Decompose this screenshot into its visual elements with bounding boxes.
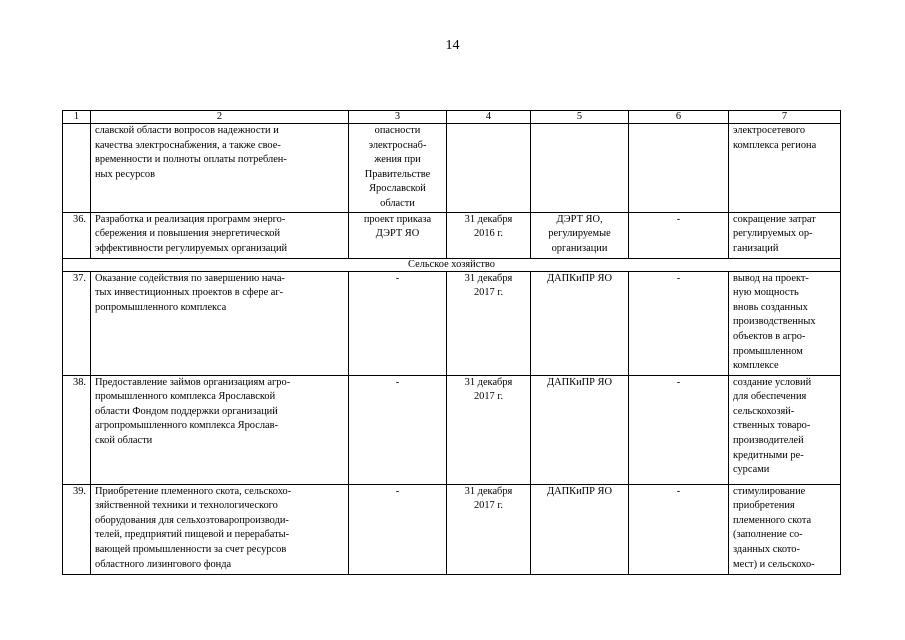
cell-num: 38. — [63, 375, 91, 484]
col-header-6: 6 — [629, 111, 729, 124]
cell-result: сокращение затрат регулируемых ор- ганизаций — [729, 212, 841, 258]
cell-source: - — [629, 271, 729, 375]
col-header-7: 7 — [729, 111, 841, 124]
cell-description: славской области вопросов надежности и качества электроснабжения, а также свое- временности и полноты оплаты потреблен- ных ресурсов — [91, 124, 349, 213]
cell-document: - — [349, 271, 447, 375]
table-row-38 — [63, 375, 841, 484]
table-row-39 — [63, 484, 841, 574]
col-header-3: 3 — [349, 111, 447, 124]
cell-document: проект приказа ДЭРТ ЯО — [349, 212, 447, 258]
table-row-36 — [63, 212, 841, 258]
cell-executor: ДАПКиПР ЯО — [531, 375, 629, 484]
page-number: 14 — [445, 38, 460, 53]
col-header-5: 5 — [531, 111, 629, 124]
cell-deadline: 31 декабря 2017 г. — [447, 484, 531, 574]
cell-source: - — [629, 212, 729, 258]
table-row-37 — [63, 271, 841, 375]
cell-source: - — [629, 484, 729, 574]
col-header-2: 2 — [91, 111, 349, 124]
cell-result: стимулирование приобретения племенного скота (заполнение со- зданных ското- мест) и сельскохо- — [729, 484, 841, 574]
cell-result: вывод на проект- ную мощность вновь созданных производственных объектов в агро- промышленном комплексе — [729, 271, 841, 375]
column-number-header — [63, 111, 841, 124]
section-title: Сельское хозяйство — [63, 258, 841, 271]
cell-deadline — [447, 124, 531, 213]
cell-result: электросетевого комплекса региона — [729, 124, 841, 213]
cell-deadline: 31 декабря 2017 г. — [447, 375, 531, 484]
cell-executor: ДАПКиПР ЯО — [531, 271, 629, 375]
cell-num — [63, 124, 91, 213]
cell-source: - — [629, 375, 729, 484]
cell-document: - — [349, 484, 447, 574]
cell-source — [629, 124, 729, 213]
cell-description: Разработка и реализация программ энерго- сбережения и повышения энергетической эффективности регулируемых организаций — [91, 212, 349, 258]
cell-description: Предоставление займов организациям агро- промышленного комплекса Ярославской области Фондом поддержки организаций агропромышленного комплекса Ярослав- ской области — [91, 375, 349, 484]
cell-num: 37. — [63, 271, 91, 375]
cell-deadline: 31 декабря 2016 г. — [447, 212, 531, 258]
cell-deadline: 31 декабря 2017 г. — [447, 271, 531, 375]
section-row — [63, 258, 841, 271]
col-header-1: 1 — [63, 111, 91, 124]
cell-num: 39. — [63, 484, 91, 574]
cell-executor: ДЭРТ ЯО, регулируемые организации — [531, 212, 629, 258]
col-header-4: 4 — [447, 111, 531, 124]
cell-document: опасности электроснаб- жения при Правительстве Ярославской области — [349, 124, 447, 213]
cell-executor — [531, 124, 629, 213]
cell-num: 36. — [63, 212, 91, 258]
cell-executor: ДАПКиПР ЯО — [531, 484, 629, 574]
cell-description: Приобретение племенного скота, сельскохо- зяйственной техники и технологического оборудования для сельхозтоваропроизводи- телей, предприятий пищевой и перерабаты- вающей промышленности за счет ресурсов областного лизингового фонда — [91, 484, 349, 574]
cell-result: создание условий для обеспечения сельскохозяй- ственных товаро- производителей кредитными ре- сурсами — [729, 375, 841, 484]
cell-document: - — [349, 375, 447, 484]
table-row-continuation — [63, 124, 841, 213]
measures-table — [62, 110, 841, 575]
cell-description: Оказание содействия по завершению нача- тых инвестиционных проектов в сфере аг- ропромышленного комплекса — [91, 271, 349, 375]
